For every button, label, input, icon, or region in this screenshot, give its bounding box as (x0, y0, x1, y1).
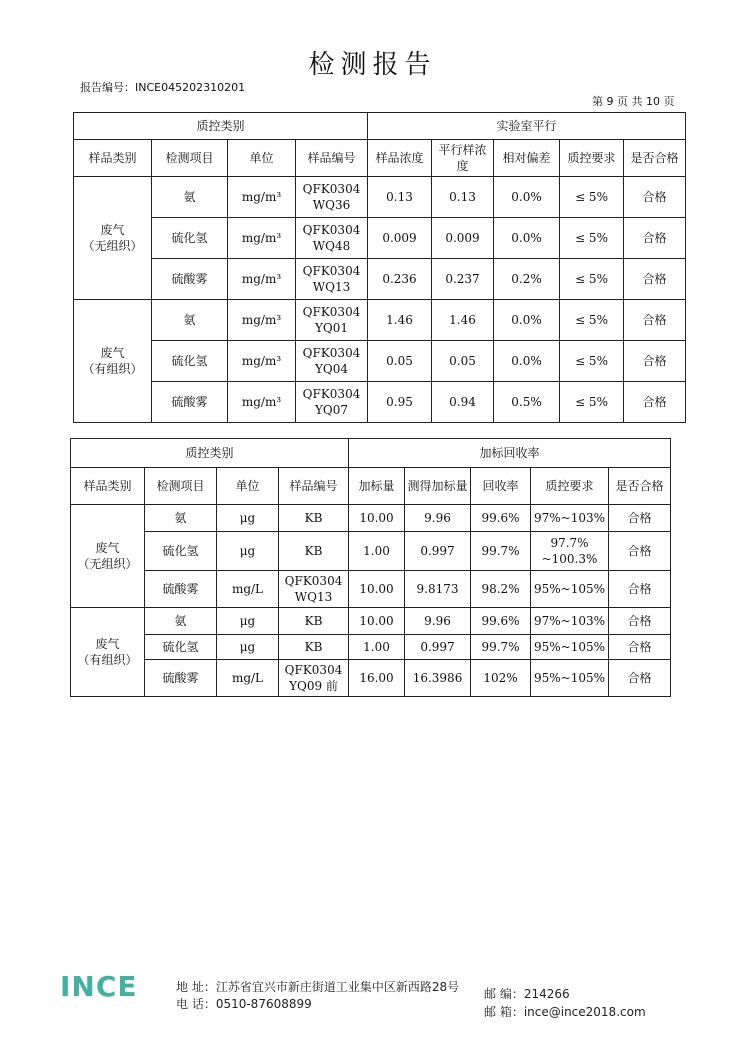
unit-cell: mg/m³ (228, 341, 296, 382)
group-header-left: 质控类别 (71, 439, 349, 468)
requirement-cell: 97.7% ~100.3% (531, 532, 609, 571)
group-header-left: 质控类别 (74, 113, 368, 140)
column-header: 单位 (217, 468, 279, 505)
qualified-cell: 合格 (609, 505, 671, 532)
column-header: 是否合格 (609, 468, 671, 505)
deviation-cell: 0.0% (494, 300, 560, 341)
added-cell: 1.00 (349, 532, 405, 571)
document-title: 检测报告 (308, 50, 437, 80)
table-row (74, 382, 686, 423)
item-cell: 硫化氢 (145, 532, 217, 571)
unit-cell: mg/m³ (228, 259, 296, 300)
requirement-cell: ≤ 5% (560, 177, 624, 218)
column-header-row (74, 140, 686, 177)
footer-postcode: 邮 编：214266 (484, 987, 570, 1001)
sample-id-cell: QFK0304 WQ13 (296, 259, 368, 300)
sample-id-cell: KB (279, 635, 349, 660)
sample-id-cell: QFK0304 WQ13 (279, 571, 349, 608)
recovery-cell: 99.7% (471, 532, 531, 571)
added-cell: 10.00 (349, 505, 405, 532)
recovery-cell: 99.7% (471, 635, 531, 660)
parallel-cell: 0.13 (432, 177, 494, 218)
added-cell: 10.00 (349, 608, 405, 635)
table-row (74, 341, 686, 382)
qualified-cell: 合格 (624, 341, 686, 382)
requirement-cell: 97%~103% (531, 608, 609, 635)
measured-cell: 9.96 (405, 608, 471, 635)
qualified-cell: 合格 (624, 300, 686, 341)
item-cell: 氨 (152, 300, 228, 341)
company-logo: INCE (60, 970, 138, 1003)
qualified-cell: 合格 (609, 571, 671, 608)
item-cell: 硫化氢 (152, 341, 228, 382)
requirement-cell: 95%~105% (531, 571, 609, 608)
qualified-cell: 合格 (624, 177, 686, 218)
column-header-row (71, 468, 671, 505)
table-row (71, 571, 671, 608)
unit-cell: mg/L (217, 660, 279, 697)
measured-cell: 9.96 (405, 505, 471, 532)
item-cell: 硫酸雾 (145, 660, 217, 697)
deviation-cell: 0.0% (494, 218, 560, 259)
report-number: 报告编号：INCE045202310201 (80, 81, 246, 94)
footer-address: 地 址：江苏省宜兴市新庄街道工业集中区新西路28号 (176, 980, 460, 994)
table-row (71, 635, 671, 660)
item-cell: 硫酸雾 (152, 382, 228, 423)
column-header: 样品浓度 (368, 140, 432, 177)
spike-recovery-table (70, 438, 671, 697)
deviation-cell: 0.2% (494, 259, 560, 300)
unit-cell: mg/m³ (228, 218, 296, 259)
item-cell: 硫化氢 (152, 218, 228, 259)
column-header: 质控要求 (560, 140, 624, 177)
sample-id-cell: QFK0304 YQ09 前 (279, 660, 349, 697)
parallel-cell: 0.009 (432, 218, 494, 259)
unit-cell: mg/m³ (228, 177, 296, 218)
recovery-cell: 99.6% (471, 608, 531, 635)
item-cell: 硫化氢 (145, 635, 217, 660)
item-cell: 氨 (145, 608, 217, 635)
column-header: 样品编号 (296, 140, 368, 177)
conc-cell: 1.46 (368, 300, 432, 341)
column-header: 样品类别 (71, 468, 145, 505)
group-header-right: 实验室平行 (368, 113, 686, 140)
parallel-cell: 0.05 (432, 341, 494, 382)
sample-category-cell: 废气 （无组织） (74, 177, 152, 300)
sample-id-cell: QFK0304 YQ04 (296, 341, 368, 382)
sample-id-cell: QFK0304 YQ07 (296, 382, 368, 423)
table-row (71, 505, 671, 532)
parallel-cell: 1.46 (432, 300, 494, 341)
unit-cell: μg (217, 532, 279, 571)
sample-category-cell: 废气 （有组织） (74, 300, 152, 423)
sample-id-cell: QFK0304 YQ01 (296, 300, 368, 341)
requirement-cell: ≤ 5% (560, 259, 624, 300)
recovery-cell: 98.2% (471, 571, 531, 608)
measured-cell: 0.997 (405, 635, 471, 660)
qualified-cell: 合格 (624, 259, 686, 300)
column-header: 测得加标量 (405, 468, 471, 505)
item-cell: 硫酸雾 (152, 259, 228, 300)
added-cell: 16.00 (349, 660, 405, 697)
group-header-right: 加标回收率 (349, 439, 671, 468)
requirement-cell: 97%~103% (531, 505, 609, 532)
recovery-cell: 102% (471, 660, 531, 697)
parallel-cell: 0.94 (432, 382, 494, 423)
qualified-cell: 合格 (609, 660, 671, 697)
deviation-cell: 0.0% (494, 177, 560, 218)
column-header: 单位 (228, 140, 296, 177)
item-cell: 氨 (145, 505, 217, 532)
unit-cell: μg (217, 635, 279, 660)
requirement-cell: ≤ 5% (560, 341, 624, 382)
column-header: 样品类别 (74, 140, 152, 177)
footer-email: 邮 箱：ince@ince2018.com (484, 1005, 646, 1019)
requirement-cell: 95%~105% (531, 635, 609, 660)
column-header: 相对偏差 (494, 140, 560, 177)
sample-category-cell: 废气 （无组织） (71, 505, 145, 608)
column-header: 平行样浓度 (432, 140, 494, 177)
footer-phone: 电 话：0510-87608899 (176, 997, 312, 1011)
qualified-cell: 合格 (624, 218, 686, 259)
deviation-cell: 0.5% (494, 382, 560, 423)
column-header: 检测项目 (145, 468, 217, 505)
conc-cell: 0.95 (368, 382, 432, 423)
group-header-row (74, 113, 686, 140)
table-row (71, 660, 671, 697)
unit-cell: mg/m³ (228, 300, 296, 341)
table-row (74, 177, 686, 218)
table-row (71, 608, 671, 635)
table-row (74, 218, 686, 259)
unit-cell: μg (217, 608, 279, 635)
page-number: 第 9 页 共 10 页 (592, 95, 675, 108)
measured-cell: 0.997 (405, 532, 471, 571)
sample-id-cell: KB (279, 505, 349, 532)
table-row (74, 259, 686, 300)
requirement-cell: 95%~105% (531, 660, 609, 697)
unit-cell: mg/L (217, 571, 279, 608)
sample-id-cell: KB (279, 608, 349, 635)
item-cell: 氨 (152, 177, 228, 218)
added-cell: 1.00 (349, 635, 405, 660)
conc-cell: 0.05 (368, 341, 432, 382)
unit-cell: μg (217, 505, 279, 532)
conc-cell: 0.009 (368, 218, 432, 259)
qualified-cell: 合格 (624, 382, 686, 423)
unit-cell: mg/m³ (228, 382, 296, 423)
column-header: 样品编号 (279, 468, 349, 505)
requirement-cell: ≤ 5% (560, 300, 624, 341)
group-header-row (71, 439, 671, 468)
measured-cell: 9.8173 (405, 571, 471, 608)
table-row (71, 532, 671, 571)
recovery-cell: 99.6% (471, 505, 531, 532)
qualified-cell: 合格 (609, 532, 671, 571)
measured-cell: 16.3986 (405, 660, 471, 697)
column-header: 质控要求 (531, 468, 609, 505)
column-header: 检测项目 (152, 140, 228, 177)
lab-parallel-table (73, 112, 686, 423)
requirement-cell: ≤ 5% (560, 382, 624, 423)
sample-id-cell: QFK0304 WQ48 (296, 218, 368, 259)
column-header: 是否合格 (624, 140, 686, 177)
qualified-cell: 合格 (609, 635, 671, 660)
sample-id-cell: QFK0304 WQ36 (296, 177, 368, 218)
parallel-cell: 0.237 (432, 259, 494, 300)
conc-cell: 0.13 (368, 177, 432, 218)
added-cell: 10.00 (349, 571, 405, 608)
column-header: 加标量 (349, 468, 405, 505)
requirement-cell: ≤ 5% (560, 218, 624, 259)
sample-id-cell: KB (279, 532, 349, 571)
deviation-cell: 0.0% (494, 341, 560, 382)
qualified-cell: 合格 (609, 608, 671, 635)
sample-category-cell: 废气 （有组织） (71, 608, 145, 697)
column-header: 回收率 (471, 468, 531, 505)
conc-cell: 0.236 (368, 259, 432, 300)
item-cell: 硫酸雾 (145, 571, 217, 608)
table-row (74, 300, 686, 341)
